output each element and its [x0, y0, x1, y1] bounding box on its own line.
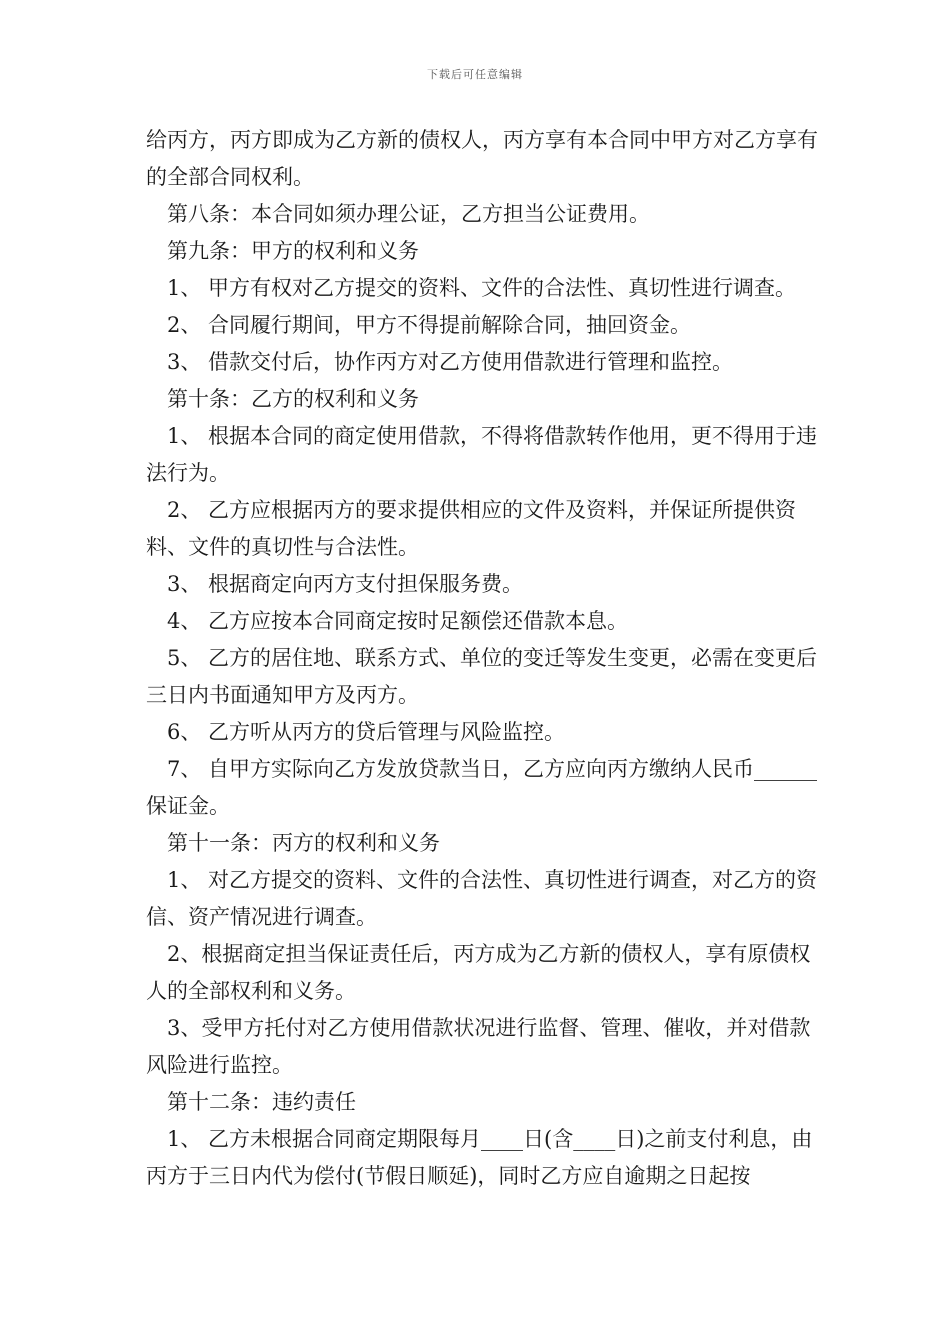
- clause-item: 3、 根据商定向丙方支付担保服务费。: [167, 572, 524, 596]
- clause-item: 1、 甲方有权对乙方提交的资料、文件的合法性、真切性进行调查。: [167, 276, 797, 300]
- clause-item: 3、受甲方托付对乙方使用借款状况进行监督、管理、催收，并对借款风险进行监控。: [146, 1016, 811, 1077]
- clause-item: 3、 借款交付后，协作丙方对乙方使用借款进行管理和监控。: [167, 350, 734, 374]
- page-header: 下载后可任意编辑: [427, 68, 523, 81]
- clause-item: 1、 根据本合同的商定使用借款，不得将借款转作他用，更不得用于违法行为。: [146, 424, 818, 485]
- clause-item: 6、 乙方听从丙方的贷后管理与风险监控。: [167, 720, 566, 744]
- clause-item: 2、 乙方应根据丙方的要求提供相应的文件及资料，并保证所提供资料、文件的真切性与合法性。: [146, 498, 797, 559]
- clause-item: 4、 乙方应按本合同商定按时足额偿还借款本息。: [167, 609, 629, 633]
- clause-item: 2、根据商定担当保证责任后，丙方成为乙方新的债权人，享有原债权人的全部权利和义务。: [146, 942, 811, 1003]
- article-heading: 第九条：甲方的权利和义务: [167, 239, 419, 263]
- document-body: [146, 122, 818, 1195]
- article-heading: 第十条：乙方的权利和义务: [167, 387, 419, 411]
- clause-item: 5、 乙方的居住地、联系方式、单位的变迁等发生变更，必需在变更后三日内书面通知甲方及丙方。: [146, 646, 818, 707]
- clause-item: 1、 对乙方提交的资料、文件的合法性、真切性进行调查，对乙方的资信、资产情况进行调查。: [146, 868, 818, 929]
- article-heading: 第八条：本合同如须办理公证，乙方担当公证费用。: [167, 202, 650, 226]
- clause-item: 1、 乙方未根据合同商定期限每月____日(含____日)之前支付利息，由丙方于三日内代为偿付(节假日顺延)，同时乙方应自逾期之日起按: [146, 1127, 813, 1188]
- article-heading: 第十二条：违约责任: [167, 1090, 356, 1114]
- clause-item: 7、 自甲方实际向乙方发放贷款当日，乙方应向丙方缴纳人民币______保证金。: [146, 757, 818, 818]
- paragraph: 给丙方，丙方即成为乙方新的债权人，丙方享有本合同中甲方对乙方享有的全部合同权利。: [146, 128, 818, 189]
- article-heading: 第十一条：丙方的权利和义务: [167, 831, 440, 855]
- clause-item: 2、 合同履行期间，甲方不得提前解除合同，抽回资金。: [167, 313, 692, 337]
